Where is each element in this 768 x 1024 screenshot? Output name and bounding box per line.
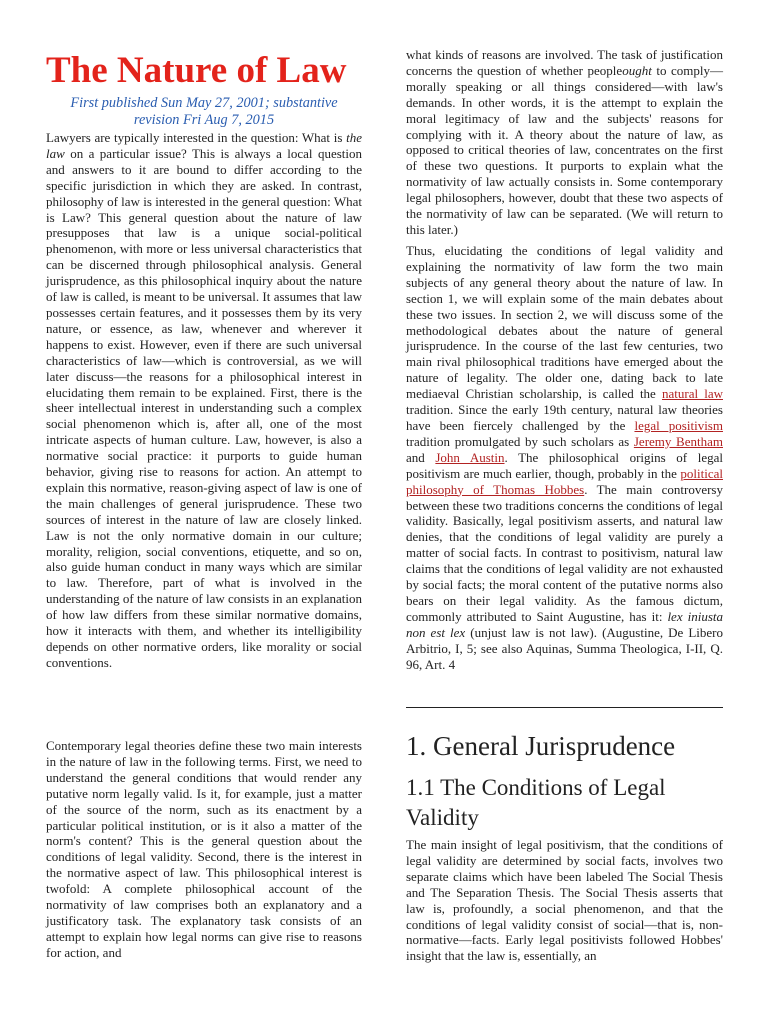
john-austin-link[interactable]: John Austin xyxy=(435,449,505,465)
latin-dictum: lex iniusta non est lex xyxy=(406,608,723,640)
publication-info: First published Sun May 27, 2001; substantive revision Fri Aug 7, 2015 xyxy=(70,95,338,128)
jeremy-bentham-link[interactable]: Jeremy Bentham xyxy=(633,433,723,449)
natural-law-link[interactable]: natural law xyxy=(661,386,723,402)
justification-paragraph: what kinds of reasons are involved. The task of justification concerns the question of whether peopleought to comply—morally speaking or all things considered—with law's demands. In other words, it is the attempt to explain the moral legitimacy of law and the subjects' reasons for complying with it. A theory about the nature of law, as opposed to critical theories of law, concentrates on the first of these two questions. It purports to explain what the normativity of law actually consists in. Some contemporary legal philosophers, however, doubt that these two aspects of the normativity of law can be separated. (We will return to this later.) xyxy=(406,47,723,237)
divider-line xyxy=(406,707,723,708)
traditions-paragraph: Thus, elucidating the conditions of legal validity and explaining the normativity of law form the two main subjects of any general theory about the nature of law. In section 1, we will explain some of the main debates about these two issues. In section 2, we will discuss some of the methodological debates about the nature of general jurisprudence. In the course of the last few centuries, two main rival philosophical traditions have emerged about the nature of legality. The older one, dating back to late mediaeval Christian scholarship, is called the natural law tradition. Since the early 19th century, natural law theories have been fiercely challenged by the legal positivism tradition promulgated by such scholars as Jeremy Bentham and John Austin. The philosophical origins of legal positivism are much earlier, though, probably in the political philosophy of Thomas Hobbes. The main controversy between these two traditions concerns the conditions of legal validity. Basically, legal positivism asserts, and natural law denies, that the conditions of legal validity are purely a matter of social facts. In contrast to positivism, natural law claims that the conditions of legal validity are not exhausted by social facts; the moral content of the putative norms also bears on their legal validity. As the famous dictum, commonly attributed to Saint Augustine, has it: lex iniusta non est lex (unjust law is not law). (Augustine, De Libero Arbitrio, I, 5; see also Aquinas, Summa Theologica, I-II, Q. 96, Art. 4 xyxy=(406,243,724,672)
hobbes-link[interactable]: political philosophy of Thomas Hobbes xyxy=(406,465,723,497)
emphasis-ought: ought xyxy=(622,62,652,78)
emphasis-the-law: the law xyxy=(46,130,362,161)
section-heading-general-jurisprudence: 1. General Jurisprudence xyxy=(406,731,676,761)
intro-paragraph: Lawyers are typically interested in the question: What is the law on a particular issue? This is always a local question and answers to it are bound to differ according to the specific jurisdiction in which they are asked. In contrast, philosophy of law is interested in the general question: What is Law? This general question about the nature of law presupposes that law is a unique social-political phenomenon, with more or less universal characteristics that can be discerned through philosophical analysis. General jurisprudence, as this philosophical inquiry about the nature of law is called, is meant to be universal. It assumes that law possesses certain features, and it possesses them by its very nature, or essence, as law, whenever and wherever it happens to exist. However, even if there are such universal characteristics of law—which is controversial, as we will later discuss—the reasons for a philosophical interest in elucidating them remain to be explained. First, there is the sheer intellectual interest in understanding such a complex social phenomenon which is, after all, one of the most intricate aspects of human culture. Law, however, is also a normative social practice: it purports to guide human behavior, giving rise to reasons for action. An attempt to explain this normative, reason-giving aspect of law is one of the main challenges of general jurisprudence. These two sources of interest in the nature of law are closely linked. Law is not the only normative domain in our culture; morality, religion, social conventions, etiquette, and so on, also guide human conduct in many ways which are similar to law. Therefore, part of what is involved in the understanding of the nature of law consists in an explanation of how law differs from these similar normative domains, how it interacts with them, and whether its intelligibility depends on other normative orders, like morality or social conventions. xyxy=(46,130,362,670)
legal-positivism-paragraph: The main insight of legal positivism, that the conditions of legal validity are determined by social facts, involves two separate claims which have been labeled The Social Thesis and The Separation Thesis. The Social Thesis asserts that law is, profoundly, a social phenomenon, and that the conditions of legal validity consist of social—that is, non-normative—facts. Early legal positivists followed Hobbes' insight that the law is, essentially, an xyxy=(406,837,723,964)
legal-positivism-link[interactable]: legal positivism xyxy=(634,417,723,433)
page-title: The Nature of Law xyxy=(46,50,347,91)
contemporary-theories-paragraph: Contemporary legal theories define these two main interests in the nature of law in the following terms. First, we need to understand the general conditions that would render any putative norm legally valid. Is it, for example, just a matter of the source of the norm, such as its enactment by a particular political institution, or is it also a matter of the norm's content? This is the general question about the conditions of legal validity. Second, there is the interest in the normative aspect of law. This philosophical interest is twofold: A complete philosophical account of the normativity of law comprises both an explanatory and a justificatory task. The explanatory task consists of an attempt to explain how legal norms can give rise to reasons for action, and xyxy=(46,738,362,960)
subsection-heading-conditions-validity: 1.1 The Conditions of Legal Validity xyxy=(406,775,666,830)
